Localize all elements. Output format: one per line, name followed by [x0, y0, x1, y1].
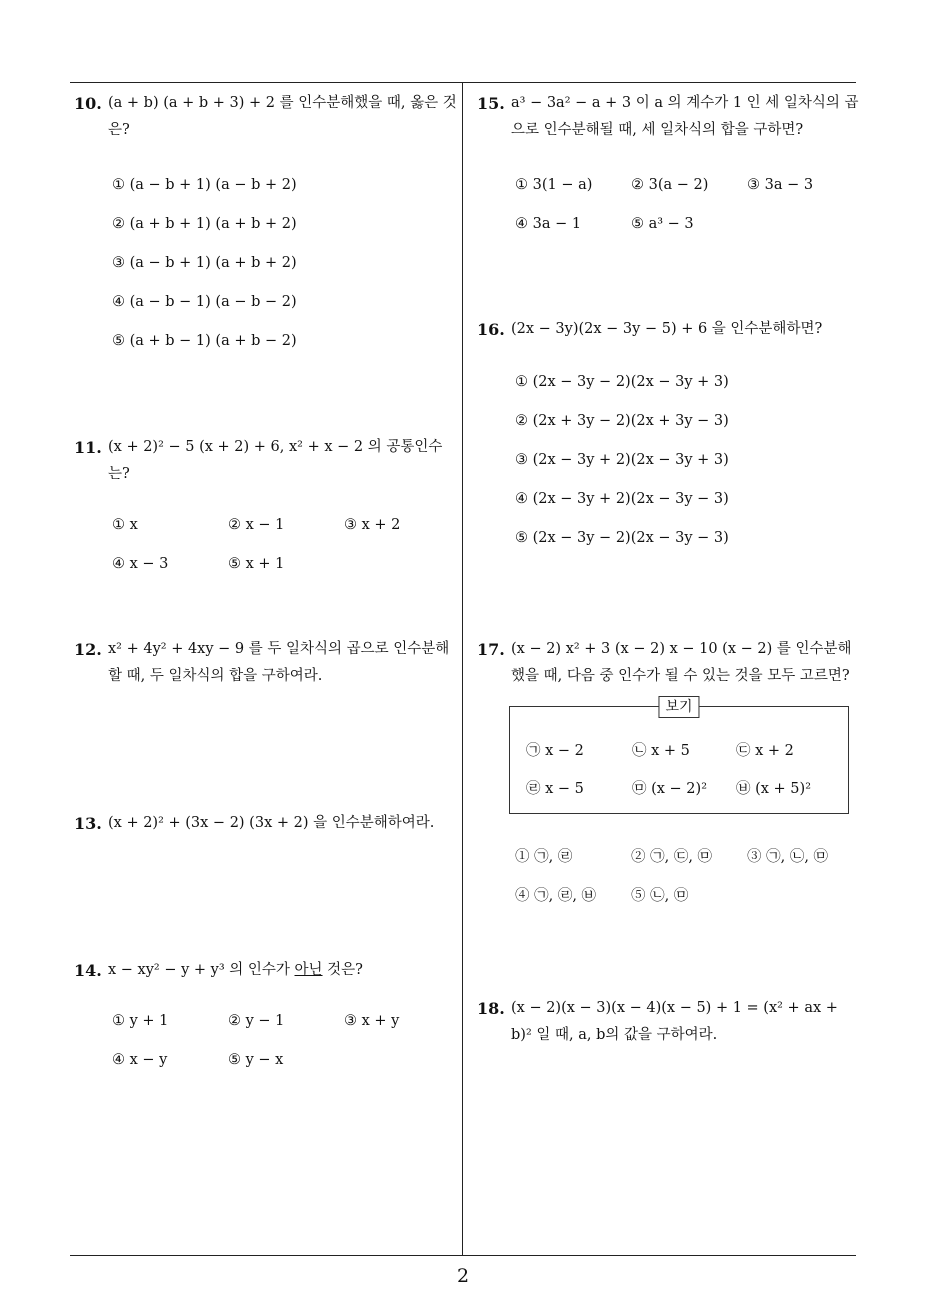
choice-4[interactable]: ④ (a − b − 1) (a − b − 2): [112, 294, 297, 310]
choice-3[interactable]: ③ (2x − 3y + 2)(2x − 3y + 3): [515, 452, 729, 468]
choice-2[interactable]: ② ㉠, ㉢, ㉤: [631, 849, 713, 865]
choice-4[interactable]: ④ ㉠, ㉣, ㉥: [515, 888, 597, 904]
question-stem: (x − 2)(x − 3)(x − 4)(x − 5) + 1 = (x² + ax + b)² 일 때, a, b의 값을 구하여라.: [511, 1000, 838, 1043]
question-11: [74, 434, 459, 572]
question-number: 15.: [477, 94, 505, 113]
choice-1[interactable]: ① (2x − 3y − 2)(2x − 3y + 3): [515, 374, 729, 390]
choice-3[interactable]: ③ (a − b + 1) (a + b + 2): [112, 255, 297, 271]
top-rule: [70, 82, 856, 83]
choice-5[interactable]: ⑤ a³ − 3: [631, 216, 694, 232]
stem-part: 것은?: [322, 962, 363, 978]
question-number: 17.: [477, 640, 505, 659]
question-14: [74, 957, 459, 1068]
question-15: [477, 90, 862, 232]
stem-underlined-word: 아닌: [294, 962, 323, 978]
stem-part: x − xy² − y + y³ 의 인수가: [108, 962, 295, 978]
column-divider: [462, 82, 463, 1256]
choice-5[interactable]: ⑤ (2x − 3y − 2)(2x − 3y − 3): [515, 530, 729, 546]
choice-4[interactable]: ④ 3a − 1: [515, 216, 582, 232]
choice-5[interactable]: ⑤ ㉡, ㉤: [631, 888, 689, 904]
question-18: [477, 995, 862, 1049]
bogi-item-nieun: ㉡ x + 5: [632, 743, 690, 759]
question-17-choices: [515, 845, 855, 905]
bottom-rule: [70, 1255, 856, 1256]
question-17: [477, 636, 862, 690]
choice-3[interactable]: ③ x + 2: [344, 517, 401, 533]
choice-5[interactable]: ⑤ y − x: [228, 1052, 284, 1068]
question-10: [74, 90, 459, 349]
bogi-item-bieup: ㉥ (x + 5)²: [736, 781, 812, 797]
question-stem: (x − 2) x² + 3 (x − 2) x − 10 (x − 2) 를 인수분해했을 때, 다음 중 인수가 될 수 있는 것을 모두 고르면?: [511, 641, 852, 684]
choice-1[interactable]: ① ㉠, ㉣: [515, 849, 573, 865]
question-stem: x² + 4y² + 4xy − 9 를 두 일차식의 곱으로 인수분해할 때, 두 일차식의 합을 구하여라.: [108, 641, 450, 684]
choice-2[interactable]: ② x − 1: [228, 517, 285, 533]
question-16: [477, 316, 862, 546]
choice-2[interactable]: ② (2x + 3y − 2)(2x + 3y − 3): [515, 413, 729, 429]
question-12: [74, 636, 459, 690]
bogi-title: 보기: [658, 696, 699, 718]
question-stem: (a + b) (a + b + 3) + 2 를 인수분해했을 때, 옳은 것은?: [108, 95, 457, 138]
question-number: 11.: [74, 438, 102, 457]
choice-3[interactable]: ③ x + y: [344, 1013, 400, 1029]
question-number: 18.: [477, 999, 505, 1018]
question-number: 16.: [477, 320, 505, 339]
question-stem: (x + 2)² + (3x − 2) (3x + 2) 을 인수분해하여라.: [108, 815, 435, 831]
choice-3[interactable]: ③ 3a − 3: [747, 177, 814, 193]
question-number: 12.: [74, 640, 102, 659]
question-number: 14.: [74, 961, 102, 980]
choice-3[interactable]: ③ ㉠, ㉡, ㉤: [747, 849, 829, 865]
choice-1[interactable]: ① y + 1: [112, 1013, 169, 1029]
bogi-item-giyeok: ㉠ x − 2: [526, 743, 584, 759]
question-stem: (x + 2)² − 5 (x + 2) + 6, x² + x − 2 의 공통인수는?: [108, 439, 443, 482]
question-13: [74, 810, 459, 837]
page-number: 2: [456, 1265, 470, 1287]
choice-4[interactable]: ④ x − 3: [112, 556, 169, 572]
choice-2[interactable]: ② (a + b + 1) (a + b + 2): [112, 216, 297, 232]
question-number: 10.: [74, 94, 102, 113]
bogi-item-mieum: ㉤ (x − 2)²: [632, 781, 708, 797]
choice-1[interactable]: ① 3(1 − a): [515, 177, 593, 193]
bogi-item-rieul: ㉣ x − 5: [526, 781, 584, 797]
choice-5[interactable]: ⑤ x + 1: [228, 556, 285, 572]
choice-2[interactable]: ② 3(a − 2): [631, 177, 709, 193]
question-stem: a³ − 3a² − a + 3 이 a 의 계수가 1 인 세 일차식의 곱으로 인수분해될 때, 세 일차식의 합을 구하면?: [511, 95, 859, 138]
question-stem: [108, 962, 363, 978]
choice-1[interactable]: ① (a − b + 1) (a − b + 2): [112, 177, 297, 193]
question-stem: (2x − 3y)(2x − 3y − 5) + 6 을 인수분해하면?: [511, 321, 823, 337]
bogi-box: [509, 699, 849, 814]
choice-5[interactable]: ⑤ (a + b − 1) (a + b − 2): [112, 333, 297, 349]
choice-1[interactable]: ① x: [112, 517, 138, 533]
question-number: 13.: [74, 814, 102, 833]
choice-2[interactable]: ② y − 1: [228, 1013, 285, 1029]
choice-4[interactable]: ④ (2x − 3y + 2)(2x − 3y − 3): [515, 491, 729, 507]
choice-4[interactable]: ④ x − y: [112, 1052, 168, 1068]
bogi-item-digeut: ㉢ x + 2: [736, 743, 794, 759]
